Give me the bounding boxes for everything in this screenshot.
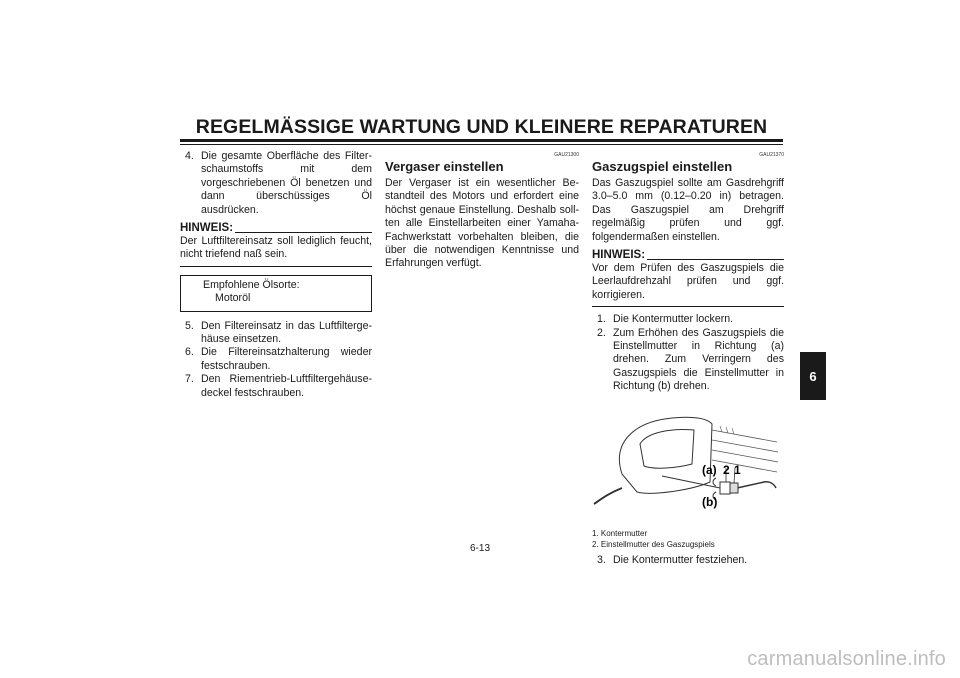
figure-label-b: (b) <box>702 494 718 509</box>
switch-housing <box>640 429 694 468</box>
section-heading-throttle-cable: Gaszugspiel einstellen <box>592 159 733 174</box>
note-text: Vor dem Prüfen des Gaszugspiels die Leerlaufdrehzahl prüfen und ggf. korrigieren. <box>592 262 784 307</box>
page-number: 6-13 <box>469 543 490 554</box>
legend-item: 1. Kontermutter <box>592 529 648 539</box>
figure-label-1: 1 <box>734 462 741 477</box>
oil-value: Motoröl <box>215 292 251 305</box>
adjuster-body <box>662 476 720 488</box>
step-text: Die Kontermutter festziehen. <box>613 554 748 567</box>
step-number: 7. <box>185 373 194 386</box>
step-2 <box>592 327 784 394</box>
column-left <box>180 150 372 400</box>
column-right <box>592 150 784 568</box>
handlebar-housing <box>619 417 712 493</box>
step-number: 1. <box>597 313 606 326</box>
step-text: Den Filtereinsatz in das Luftfiltergehäuse einsetzen. <box>201 319 372 346</box>
header-rule <box>180 139 783 142</box>
section-body: Das Gaszugspiel sollte am Gasdrehgriff 3.0–5.0 mm (0.12–0.20 in) betragen. Das Gaszugspiel am Drehgriff regelmäßig prüfen und ggf. folgendermaßen einstellen. <box>592 177 784 243</box>
step-text: Die Filtereinsatzhalterung wieder festschrauben. <box>201 346 372 372</box>
note-heading <box>180 222 372 235</box>
throttle-cable <box>594 488 622 504</box>
grip-ribs <box>712 430 778 472</box>
step-4 <box>180 150 372 217</box>
steps-list-2 <box>180 320 372 400</box>
oil-label: Empfohlene Ölsorte: <box>203 278 300 291</box>
legend-item: 2. Einstellmutter des Gaszugspiels <box>592 540 715 550</box>
chapter-tab: 6 <box>800 352 826 400</box>
note-rule <box>647 259 784 260</box>
step-1 <box>592 313 784 326</box>
step-5 <box>180 320 372 347</box>
step-number: 2. <box>597 326 606 339</box>
step-text: Die Kontermutter lockern. <box>613 313 734 326</box>
step-number: 3. <box>597 554 606 567</box>
column-middle <box>385 150 579 271</box>
watermark-text: carmanualsonline.info <box>747 648 946 670</box>
note-heading <box>592 249 784 262</box>
step-6 <box>180 346 372 373</box>
figure-label-a: (a) <box>702 462 717 477</box>
figure-label-2: 2 <box>723 462 730 477</box>
direction-arrow-a <box>713 478 716 486</box>
step-text: Den Riementrieb-Luftfiltergehäusedeckel festschrauben. <box>201 373 372 399</box>
throttle-cable-right <box>737 481 776 487</box>
note-rule <box>235 232 372 233</box>
locknut <box>730 483 738 493</box>
section-heading-carburetor: Vergaser einstellen <box>385 159 504 174</box>
figure-legend <box>592 528 784 550</box>
step-number: 6. <box>185 346 194 359</box>
step-3 <box>592 554 784 567</box>
note-label: HINWEIS: <box>180 222 234 235</box>
step-text: Die gesamte Oberfläche des Filterschaumstoffs mit dem vorgeschriebenen Öl benetzen und dann überschüssiges Öl ausdrücken. <box>201 150 372 216</box>
steps-list-4 <box>592 554 784 567</box>
throttle-grip-illustration <box>592 404 784 522</box>
note-text: Der Luftfiltereinsatz soll lediglich feucht, nicht triefend naß sein. <box>180 235 372 267</box>
steps-list-1 <box>180 150 372 217</box>
adjusting-nut <box>720 482 730 494</box>
section-code: GAU21300 <box>554 152 579 158</box>
section-code: GAU21370 <box>759 152 784 158</box>
note-box <box>592 249 784 307</box>
header-rule-thin <box>180 144 783 145</box>
step-number: 4. <box>185 150 194 162</box>
recommended-oil-box <box>180 275 372 312</box>
step-7 <box>180 373 372 400</box>
steps-list-3 <box>592 313 784 393</box>
note-box <box>180 222 372 267</box>
note-label: HINWEIS: <box>592 249 646 262</box>
step-number: 5. <box>185 319 194 332</box>
step-text: Zum Erhöhen des Gaszugspiels die Einstellmutter in Richtung (a) drehen. Zum Verringern des Gaszugspiels die Einstellmutter in Richtung (b) drehen. <box>613 326 784 393</box>
page-title: REGELMÄSSIGE WARTUNG UND KLEINERE REPARATUREN <box>195 116 768 138</box>
section-body: Der Vergaser ist ein wesentlicher Bestandteil des Motors und erfordert eine höchst genaue Einstellung. Deshalb sollten alle Einstellarbeiten einer Yamaha-Fachwerkstatt vorbehalten bleiben, die über die notwendigen Kenntnisse und Erfahrungen verfügt. <box>385 177 579 270</box>
